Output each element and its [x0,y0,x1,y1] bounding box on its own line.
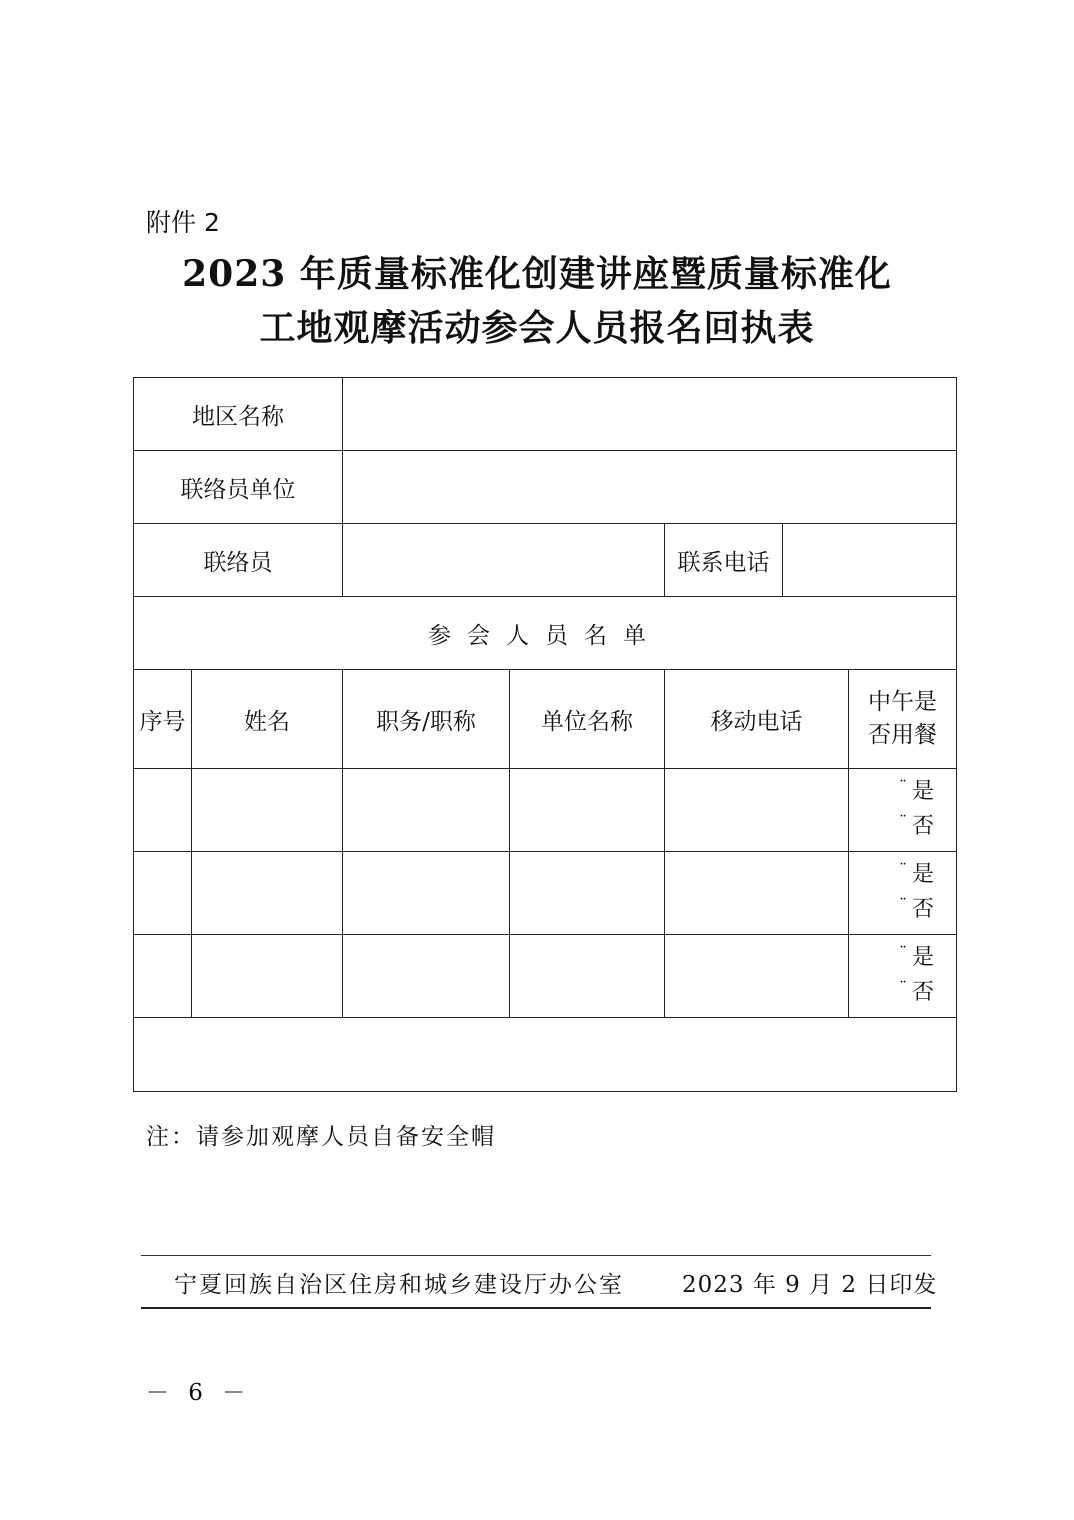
checkbox-icon[interactable]: ¨ [898,777,908,796]
col-header-lunch [849,670,957,769]
contact-phone-field[interactable] [783,524,956,596]
contact-phone-label: 联系电话 [665,524,783,596]
unit-cell[interactable] [510,769,665,852]
yes-label: 是 [911,945,934,970]
unit-cell[interactable] [510,935,665,1018]
remarks-field[interactable] [134,1018,957,1092]
table-row [134,935,957,1018]
yes-label: 是 [911,862,934,887]
lunch-choice-cell [849,769,957,852]
position-cell[interactable] [343,852,510,935]
liaison-unit-label: 联络员单位 [134,451,343,524]
checkbox-icon[interactable]: ¨ [898,812,908,831]
page-number: － 6 － [146,1380,252,1406]
no-label: 否 [911,814,934,839]
index-cell[interactable] [134,935,192,1018]
lunch-no-option[interactable] [877,810,956,845]
name-cell[interactable] [192,935,343,1018]
col-header-name: 姓名 [192,670,343,769]
table-row [134,852,957,935]
mobile-cell[interactable] [665,769,849,852]
registration-form-table [133,377,957,1092]
note-text: 注：请参加观摩人员自备安全帽 [146,1124,496,1150]
lunch-yes-option[interactable] [877,858,956,893]
col-header-position: 职务/职称 [343,670,510,769]
position-cell[interactable] [343,935,510,1018]
mobile-cell[interactable] [665,852,849,935]
mobile-cell[interactable] [665,935,849,1018]
col-header-unit: 单位名称 [510,670,665,769]
liaison-label: 联络员 [134,524,343,597]
lunch-choice-cell [849,852,957,935]
yes-label: 是 [911,779,934,804]
issuer-text: 宁夏回族自治区住房和城乡建设厅办公室 [174,1272,624,1298]
attendee-list-title: 参会人员名单 [134,597,957,670]
table-row [134,769,957,852]
checkbox-icon[interactable]: ¨ [898,943,908,962]
name-cell[interactable] [192,769,343,852]
footer-divider-top [141,1255,931,1256]
title-line-2: 工地观摩活动参会人员报名回执表 [259,307,815,349]
liaison-field[interactable] [343,524,665,597]
col-header-index: 序号 [134,670,192,769]
lunch-yes-option[interactable] [877,775,956,810]
lunch-choice-cell [849,935,957,1018]
name-cell[interactable] [192,852,343,935]
checkbox-icon[interactable]: ¨ [898,860,908,879]
title-line-1: 2023 年质量标准化创建讲座暨质量标准化 [182,253,892,295]
no-label: 否 [911,897,934,922]
col-header-mobile: 移动电话 [665,670,849,769]
lunch-header-line-2: 否用餐 [868,722,937,748]
index-cell[interactable] [134,769,192,852]
footer-divider-bottom [141,1307,931,1309]
issue-date-text: 2023 年 9 月 2 日印发 [682,1272,938,1298]
checkbox-icon[interactable]: ¨ [898,895,908,914]
phone-row-cell [665,524,957,597]
index-cell[interactable] [134,852,192,935]
lunch-yes-option[interactable] [877,941,956,976]
attachment-label: 附件 2 [146,208,220,237]
lunch-no-option[interactable] [877,893,956,928]
liaison-unit-field[interactable] [343,451,957,524]
position-cell[interactable] [343,769,510,852]
checkbox-icon[interactable]: ¨ [898,978,908,997]
no-label: 否 [911,980,934,1005]
lunch-no-option[interactable] [877,976,956,1011]
region-name-field[interactable] [343,378,957,451]
region-name-label: 地区名称 [134,378,343,451]
unit-cell[interactable] [510,852,665,935]
lunch-header-line-1: 中午是 [868,689,937,715]
